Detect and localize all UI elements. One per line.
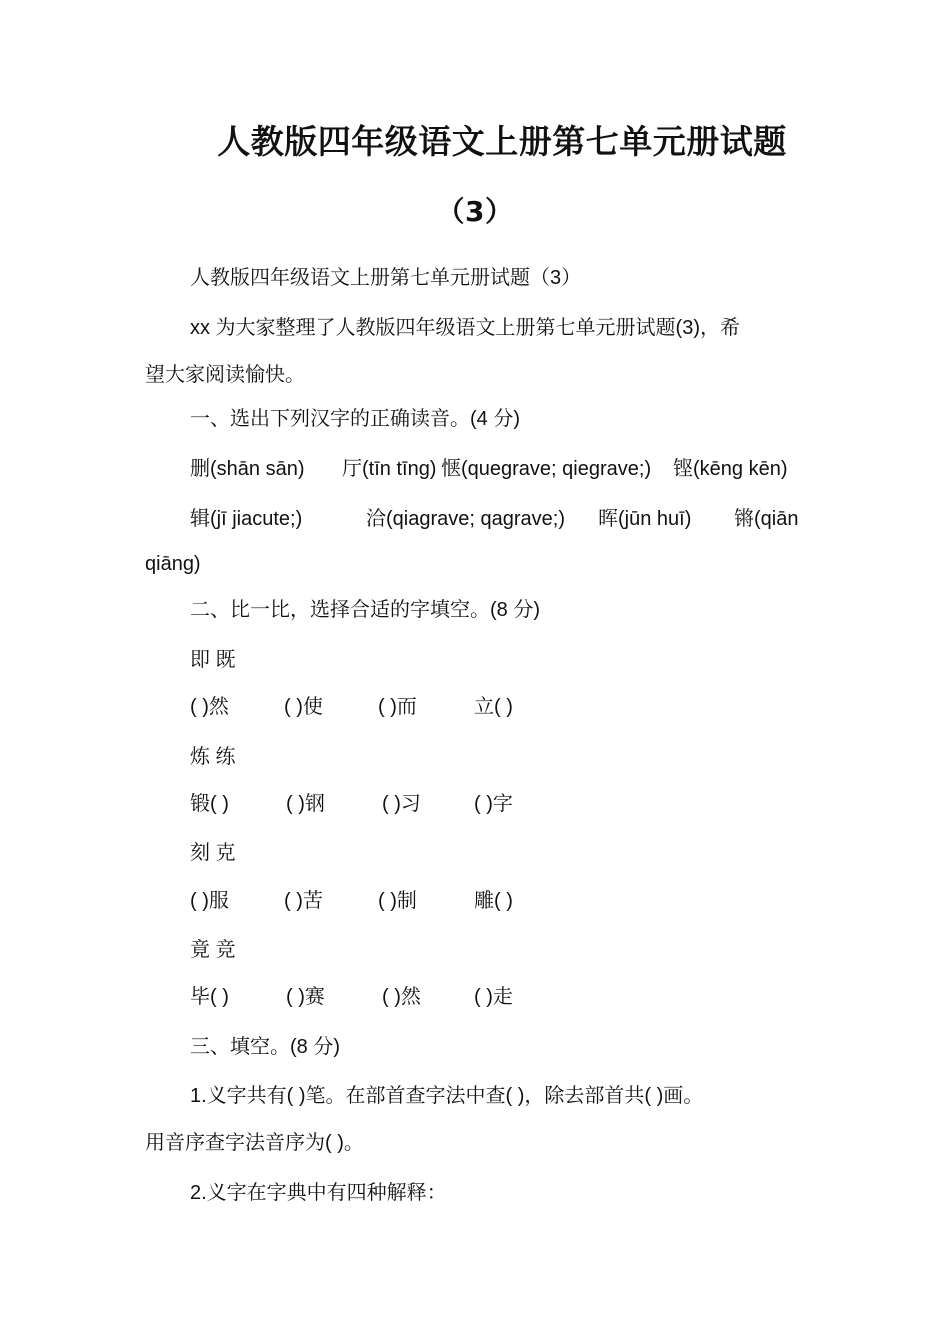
q1-item: 洽(qiagrave; qagrave;) xyxy=(366,508,565,530)
q2-blank-item: 锻( ) xyxy=(190,793,229,815)
q2-row xyxy=(190,694,513,720)
q2-blank-item: ( )使 xyxy=(284,696,323,718)
q2-blank-item: ( )然 xyxy=(190,696,229,718)
q2-pair: 竟 竞 xyxy=(190,939,236,961)
q2-blank-item: ( )服 xyxy=(190,890,229,912)
q1-heading: 一、选出下列汉字的正确读音。(4 分) xyxy=(190,408,520,430)
q2-blank-item: ( )苦 xyxy=(284,890,323,912)
q2-blank-item: ( )走 xyxy=(474,986,513,1008)
q3-item-2: 2.义字在字典中有四种解释： xyxy=(190,1182,447,1204)
q3-item-1-line-2: 用音序查字法音序为( )。 xyxy=(145,1132,364,1154)
q1-item: 删(shān sān) xyxy=(190,458,305,480)
q2-blank-item: ( )习 xyxy=(382,793,421,815)
q2-blank-item: 毕( ) xyxy=(190,986,229,1008)
q1-item: 辑(jī jiacute;) xyxy=(190,508,303,530)
q1-row-1 xyxy=(190,456,788,482)
document-title-number: （3） xyxy=(436,195,514,228)
q2-row xyxy=(190,888,513,914)
q3-heading: 三、填空。(8 分) xyxy=(190,1036,340,1058)
q2-blank-item: ( )钢 xyxy=(286,793,325,815)
q2-blank-item: ( )字 xyxy=(474,793,513,815)
q1-item: 惬(quegrave; qiegrave;) xyxy=(441,458,652,480)
q1-item: 铿(kēng kēn) xyxy=(673,458,788,480)
q2-heading: 二、比一比，选择合适的字填空。(8 分) xyxy=(190,599,540,621)
intro-line-1: xx 为大家整理了人教版四年级语文上册第七单元册试题(3)，希 xyxy=(190,317,740,339)
q2-row xyxy=(190,984,513,1010)
document-title: 人教版四年级语文上册第七单元册试题 xyxy=(217,122,787,161)
q2-blank-item: ( )然 xyxy=(382,986,421,1008)
q2-row xyxy=(190,791,513,817)
subtitle: 人教版四年级语文上册第七单元册试题（3） xyxy=(190,267,582,289)
q1-item: 锵(qiān xyxy=(734,508,799,530)
q2-pair: 炼 练 xyxy=(190,746,236,768)
q2-pair: 即 既 xyxy=(190,649,236,671)
q1-item: 厅(tīn tīng) xyxy=(342,458,437,480)
q1-row-2-continued: qiāng) xyxy=(145,553,201,575)
q2-blank-item: ( )而 xyxy=(378,696,417,718)
q2-blank-item: ( )赛 xyxy=(286,986,325,1008)
q2-blank-item: 雕( ) xyxy=(474,890,513,912)
q1-row-2 xyxy=(190,506,798,532)
q3-item-1-line-1: 1.义字共有( )笔。在部首查字法中查( )，除去部首共( )画。 xyxy=(190,1085,704,1107)
q2-blank-item: ( )制 xyxy=(378,890,417,912)
q2-blank-item: 立( ) xyxy=(474,696,513,718)
q1-item: 晖(jūn huī) xyxy=(598,508,692,530)
intro-line-2: 望大家阅读愉快。 xyxy=(145,364,305,386)
q2-pair: 刻 克 xyxy=(190,842,236,864)
